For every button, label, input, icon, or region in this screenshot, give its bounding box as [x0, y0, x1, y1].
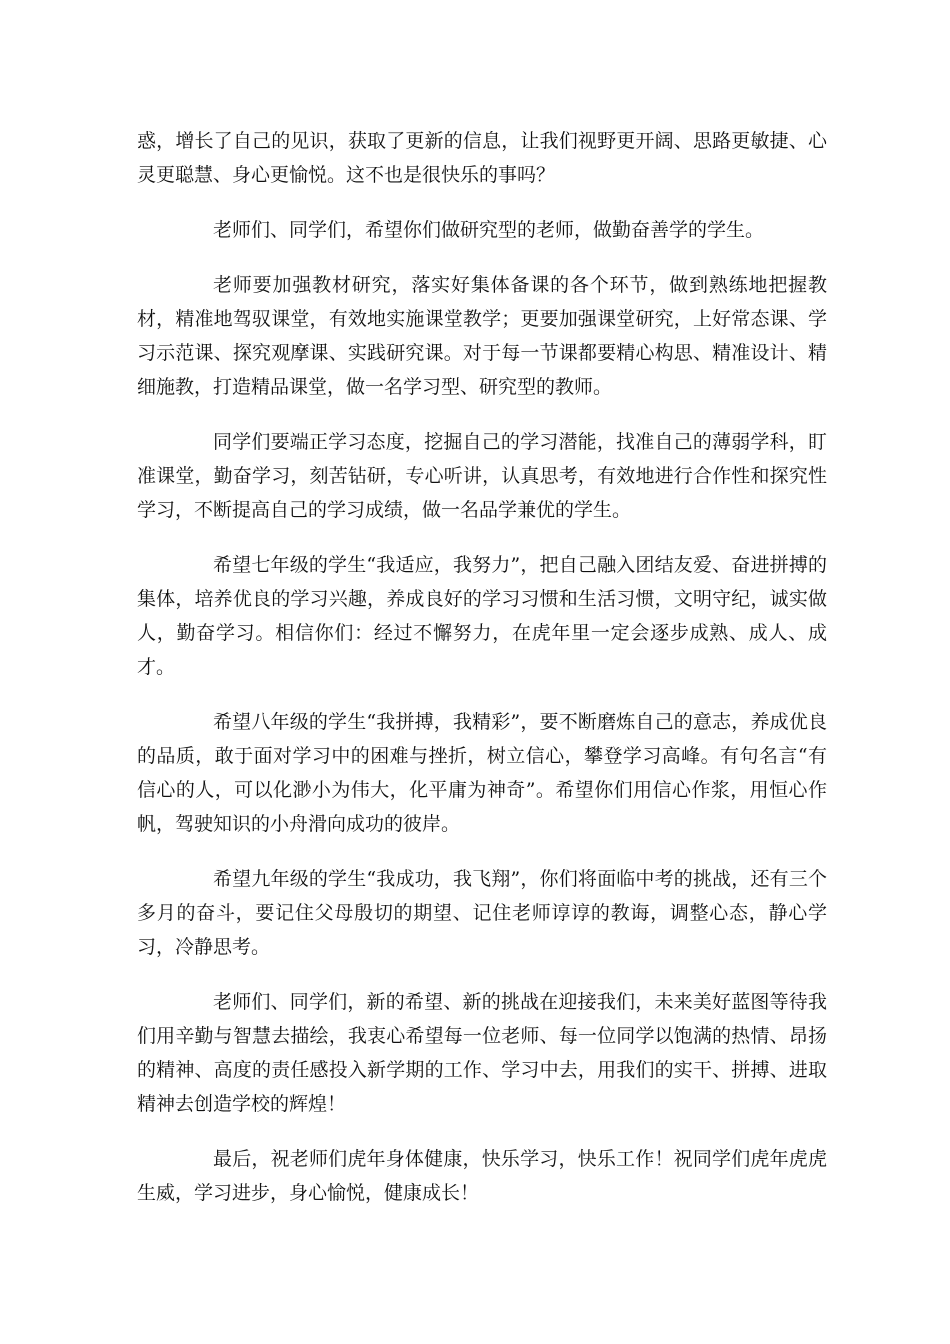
paragraph-final-wishes: 最后，祝老师们虎年身体健康，快乐学习，快乐工作！祝同学们虎年虎虎生威，学习进步，身心愉悦，健康成长！	[137, 1148, 827, 1204]
paragraph-grade-eight: 希望八年级的学生“我拼搏，我精彩”，要不断磨炼自己的意志，养成优良的品质，敢于面对学习中的困难与挫折，树立信心，攀登学习高峰。有句名言“有信心的人，可以化渺小为伟大，化平庸为神奇”。希望你们用信心作浆，用恒心作帆，驾驶知识的小舟滑向成功的彼岸。	[137, 711, 827, 835]
paragraph-closing-hope: 老师们、同学们，新的希望、新的挑战在迎接我们，未来美好蓝图等待我们用辛勤与智慧去描绘，我衷心希望每一位老师、每一位同学以饱满的热情、昂扬的精神、高度的责任感投入新学期的工作、学习中去，用我们的实干、拼搏、进取精神去创造学校的辉煌！	[137, 991, 827, 1115]
paragraph-call-to-research: 老师们、同学们，希望你们做研究型的老师，做勤奋善学的学生。	[213, 219, 765, 241]
paragraph-grade-seven: 希望七年级的学生“我适应，我努力”，把自己融入团结友爱、奋进拼搏的集体，培养优良的学习兴趣，养成良好的学习习惯和生活习惯，文明守纪，诚实做人，勤奋学习。相信你们：经过不懈努力，在虎年里一定会逐步成熟、成人、成才。	[137, 554, 827, 678]
paragraph-continuation: 惑，增长了自己的见识，获取了更新的信息，让我们视野更开阔、思路更敏捷、心灵更聪慧、身心更愉悦。这不也是很快乐的事吗？	[137, 130, 827, 186]
document-body	[137, 124, 827, 1231]
paragraph-students: 同学们要端正学习态度，挖掘自己的学习潜能，找准自己的薄弱学科，盯准课堂，勤奋学习，刻苦钻研，专心听讲，认真思考，有效地进行合作性和探究性学习，不断提高自己的学习成绩，做一名品学兼优的学生。	[137, 431, 827, 521]
paragraph-grade-nine: 希望九年级的学生“我成功，我飞翔”，你们将面临中考的挑战，还有三个多月的奋斗，要记住父母殷切的期望、记住老师谆谆的教诲，调整心态，静心学习，冷静思考。	[137, 868, 827, 958]
paragraph-teachers: 老师要加强教材研究，落实好集体备课的各个环节，做到熟练地把握教材，精准地驾驭课堂，有效地实施课堂教学；更要加强课堂研究，上好常态课、学习示范课、探究观摩课、实践研究课。对于每一节课都要精心构思、精准设计、精细施教，打造精品课堂，做一名学习型、研究型的教师。	[137, 274, 827, 398]
